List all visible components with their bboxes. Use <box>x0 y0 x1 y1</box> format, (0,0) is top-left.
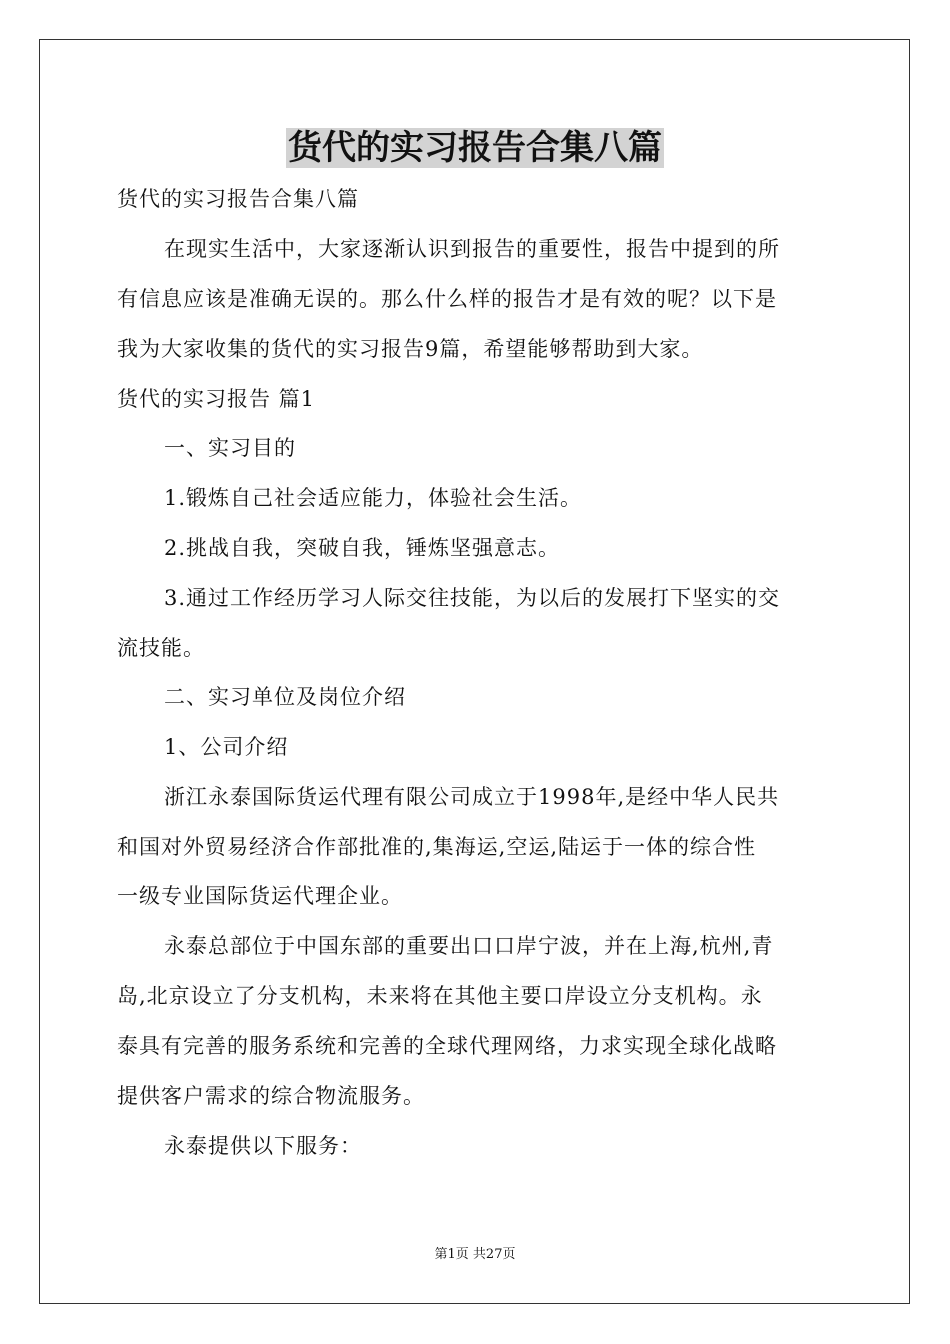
text-line: 一、实习目的 <box>164 436 296 460</box>
text-line: 流技能。 <box>117 636 205 660</box>
document-title-text: 货代的实习报告合集八篇 <box>288 128 662 168</box>
text-line: 泰具有完善的服务系统和完善的全球代理网络，力求实现全球化战略 <box>117 1034 777 1058</box>
text-line: 提供客户需求的综合物流服务。 <box>117 1084 425 1108</box>
text-line: 岛,北京设立了分支机构，未来将在其他主要口岸设立分支机构。永 <box>117 984 763 1008</box>
text-line: 永泰提供以下服务： <box>164 1134 362 1158</box>
text-line: 永泰总部位于中国东部的重要出口口岸宁波，并在上海,杭州,青 <box>164 934 774 958</box>
text-line: 3.通过工作经历学习人际交往技能，为以后的发展打下坚实的交 <box>164 586 781 610</box>
page-frame <box>39 39 910 1304</box>
text-line: 我为大家收集的货代的实习报告9篇，希望能够帮助到大家。 <box>117 337 704 361</box>
text-line: 在现实生活中，大家逐渐认识到报告的重要性，报告中提到的所 <box>164 237 780 261</box>
section-heading: 货代的实习报告 篇1 <box>117 387 316 411</box>
text-line: 二、实习单位及岗位介绍 <box>164 685 406 709</box>
text-line: 和国对外贸易经济合作部批准的,集海运,空运,陆运于一体的综合性 <box>117 835 757 859</box>
text-line: 有信息应该是准确无误的。那么什么样的报告才是有效的呢？以下是 <box>117 287 777 311</box>
text-line: 浙江永泰国际货运代理有限公司成立于1998年,是经中华人民共 <box>164 785 780 809</box>
text-line: 2.挑战自我，突破自我，锤炼坚强意志。 <box>164 536 561 560</box>
page-footer: 第1页 共27页 <box>434 1247 516 1262</box>
text-line: 一级专业国际货运代理企业。 <box>117 884 403 908</box>
text-line: 1、公司介绍 <box>164 735 289 759</box>
text-line: 货代的实习报告合集八篇 <box>117 187 359 211</box>
document-title <box>0 124 950 172</box>
text-line: 1.锻炼自己社会适应能力，体验社会生活。 <box>164 486 583 510</box>
